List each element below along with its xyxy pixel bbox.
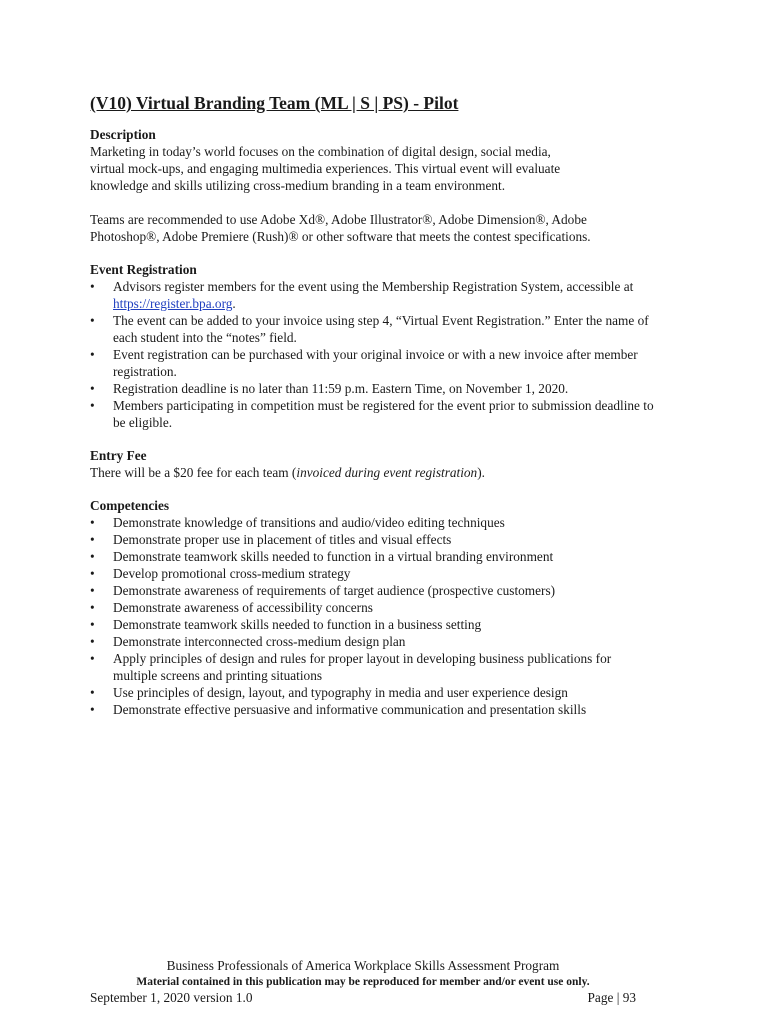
description-heading: Description (90, 127, 156, 142)
event-registration-list (90, 278, 680, 431)
page-number: Page | 93 (587, 990, 636, 1005)
entry-fee-heading: Entry Fee (90, 448, 147, 463)
document-page (90, 92, 680, 718)
teams-line: Teams are recommended to use Adobe Xd®, Adobe Illustrator®, Adobe Dimension®, Adobe (90, 212, 587, 227)
list-item: • Demonstrate interconnected cross-medium design plan (90, 633, 680, 650)
list-item: • Advisors register members for the event using the Membership Registration System, accessible at https://register.bpa.org. (90, 278, 680, 312)
page-title: (V10) Virtual Branding Team (ML | S | PS) - Pilot (90, 93, 459, 113)
entry-fee-text: There will be a $20 fee for each team (invoiced during event registration). (90, 465, 485, 480)
competencies-heading: Competencies (90, 498, 170, 513)
list-item: • Apply principles of design and rules for proper layout in developing business publications for multiple screens and printing situations (90, 650, 680, 684)
list-item: • Event registration can be purchased with your original invoice or with a new invoice after member registration. (90, 346, 680, 380)
list-item: • Registration deadline is no later than 11:59 p.m. Eastern Time, on November 1, 2020. (90, 380, 680, 397)
competencies-list (90, 514, 680, 718)
list-item: • Demonstrate knowledge of transitions and audio/video editing techniques (90, 514, 680, 531)
list-item: • Demonstrate awareness of requirements of target audience (prospective customers) (90, 582, 680, 599)
list-item: • Demonstrate awareness of accessibility concerns (90, 599, 680, 616)
list-item: • Demonstrate effective persuasive and informative communication and presentation skills (90, 701, 680, 718)
list-item: • Members participating in competition must be registered for the event prior to submission deadline to be eligible. (90, 397, 680, 431)
teams-line: Photoshop®, Adobe Premiere (Rush)® or other software that meets the contest specifications. (90, 229, 591, 244)
list-item: • Demonstrate teamwork skills needed to function in a virtual branding environment (90, 548, 680, 565)
list-item: • Demonstrate teamwork skills needed to function in a business setting (90, 616, 680, 633)
description-line: virtual mock-ups, and engaging multimedia experiences. This virtual event will evaluate (90, 161, 561, 176)
event-registration-heading: Event Registration (90, 262, 197, 277)
list-item: • Use principles of design, layout, and typography in media and user experience design (90, 684, 680, 701)
list-item: • Develop promotional cross-medium strategy (90, 565, 680, 582)
footer-program: Business Professionals of America Workplace Skills Assessment Program (166, 958, 560, 973)
description-line: knowledge and skills utilizing cross-medium branding in a team environment. (90, 178, 506, 193)
footer-notice: Material contained in this publication may be reproduced for member and/or event use only. (136, 976, 590, 988)
registration-link[interactable]: https://register.bpa.org (113, 296, 233, 311)
description-line: Marketing in today’s world focuses on the combination of digital design, social media, (90, 144, 551, 159)
list-item: • The event can be added to your invoice using step 4, “Virtual Event Registration.” Enter the name of each student into the “notes” field. (90, 312, 680, 346)
list-item: • Demonstrate proper use in placement of titles and visual effects (90, 531, 680, 548)
footer-version: September 1, 2020 version 1.0 (90, 990, 253, 1005)
